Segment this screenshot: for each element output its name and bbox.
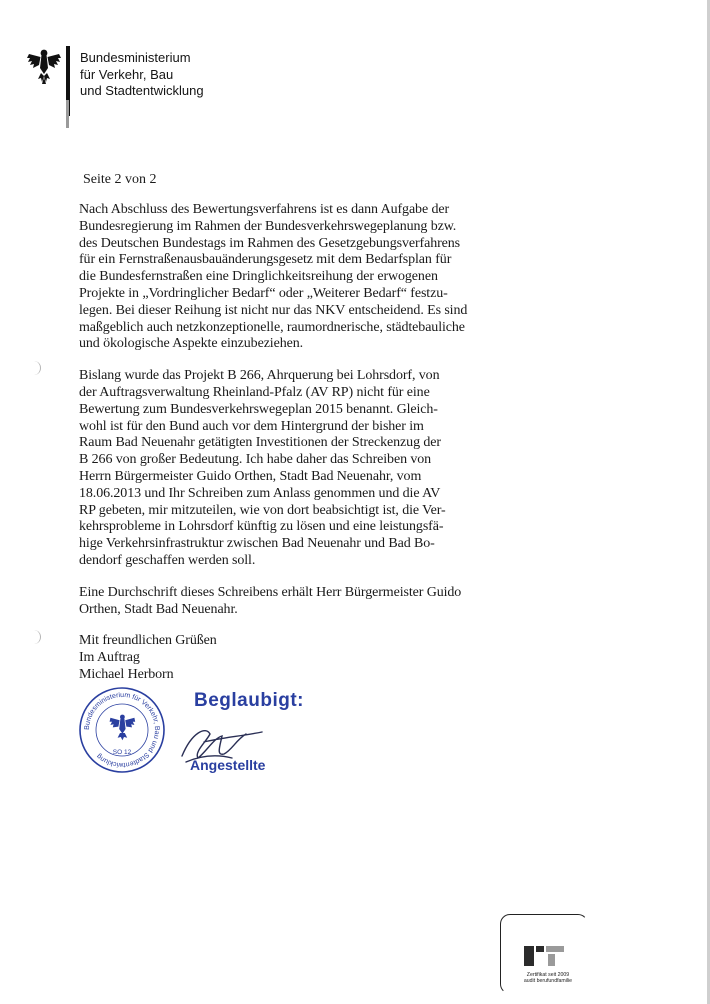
- text-line: wohl ist für den Bund auch vor dem Hintergrund der bisher im: [79, 418, 424, 434]
- punch-hole-mark: [30, 630, 41, 644]
- certificate-caption: [508, 972, 588, 984]
- text-line: des Deutschen Bundestags im Rahmen des Gesetzgebungsverfahrens: [79, 235, 461, 251]
- paragraph-project: [79, 368, 499, 570]
- text-line: Bislang wurde das Projekt B 266, Ahrquerung bei Lohrsdorf, von: [79, 368, 440, 384]
- certificate-line: Zertifikat seit 2009: [526, 972, 570, 978]
- punch-hole-mark: [30, 361, 41, 375]
- audit-logo-icon: [522, 944, 566, 968]
- text-line: hige Verkehrsinfrastruktur zwischen Bad Neuenahr und Bad Bo-: [79, 536, 435, 552]
- text-line: dendorf geschaffen werden soll.: [79, 552, 256, 568]
- text-line: der Auftragsverwaltung Rheinland-Pfalz (AV RP) nicht für eine: [79, 384, 430, 400]
- text-line: legen. Bei dieser Reihung ist nicht nur das NKV entscheidend. Es sind: [79, 302, 468, 318]
- text-line: die Bundesfernstraßen eine Dringlichkeitsreihung der erwogenen: [79, 269, 438, 285]
- closing-signature-block: [79, 633, 499, 683]
- closing-on-behalf: Im Auftrag: [79, 650, 140, 666]
- letter-body: [79, 202, 499, 699]
- text-line: 18.06.2013 und Ihr Schreiben zum Anlass genommen und die AV: [79, 485, 441, 501]
- text-line: Eine Durchschrift dieses Schreibens erhält Herr Bürgermeister Guido: [79, 584, 462, 600]
- seal-code: SO 12: [112, 749, 132, 756]
- paragraph-evaluation: [79, 202, 499, 353]
- ministry-line: Bundesministerium: [80, 50, 191, 65]
- certificate-badge: [500, 914, 590, 994]
- text-line: und ökologische Aspekte einzubeziehen.: [79, 336, 304, 352]
- text-line: B 266 von großer Bedeutung. Ich habe daher das Schreiben von: [79, 452, 432, 468]
- federal-eagle-icon: [26, 46, 62, 88]
- certified-label: Beglaubigt:: [194, 690, 304, 711]
- seal-ring-text: Bundesministerium für Verkehr, Bau und Stadtentwicklung: [83, 691, 161, 769]
- page-number: Seite 2 von 2: [83, 172, 157, 187]
- ministry-name: [80, 50, 204, 100]
- official-seal-stamp: [78, 686, 166, 774]
- text-line: Bundesregierung im Rahmen der Bundesverkehrswegeplanung bzw.: [79, 218, 457, 234]
- text-line: RP gebeten, mir mitzuteilen, wie von dort beabsichtigt ist, die Ver-: [79, 502, 446, 518]
- text-line: maßgeblich auch netzkonzeptionelle, raumordnerische, städtebauliche: [79, 319, 465, 335]
- text-line: Nach Abschluss des Bewertungsverfahrens ist es dann Aufgabe der: [79, 202, 450, 217]
- text-line: Projekte in „Vordringlicher Bedarf“ oder „Weiterer Bedarf“ festzu-: [79, 285, 448, 301]
- text-line: Orthen, Stadt Bad Neuenahr.: [79, 601, 238, 617]
- certificate-line: audit berufundfamilie: [523, 978, 573, 984]
- signatory-name: Michael Herborn: [79, 666, 174, 682]
- text-line: für ein Fernstraßenausbauänderungsgesetz mit dem Bedarfsplan für: [79, 252, 452, 268]
- closing-greeting: Mit freundlichen Grüßen: [79, 633, 217, 649]
- text-line: Bewertung zum Bundesverkehrswegeplan 2015 benannt. Gleich-: [79, 401, 438, 417]
- text-line: Raum Bad Neuenahr getätigten Investitionen der Streckenzug der: [79, 435, 441, 451]
- clerk-title: Angestellte: [190, 757, 266, 773]
- ministry-line: für Verkehr, Bau: [80, 66, 174, 82]
- paragraph-copy-note: [79, 585, 499, 619]
- ministry-line: und Stadtentwicklung: [80, 83, 204, 98]
- header-divider-accent: [66, 100, 69, 128]
- text-line: Herrn Bürgermeister Guido Orthen, Stadt Bad Neuenahr, vom: [79, 468, 422, 484]
- text-line: kehrsprobleme in Lohrsdorf künftig zu lösen und eine leistungsfä-: [79, 519, 444, 535]
